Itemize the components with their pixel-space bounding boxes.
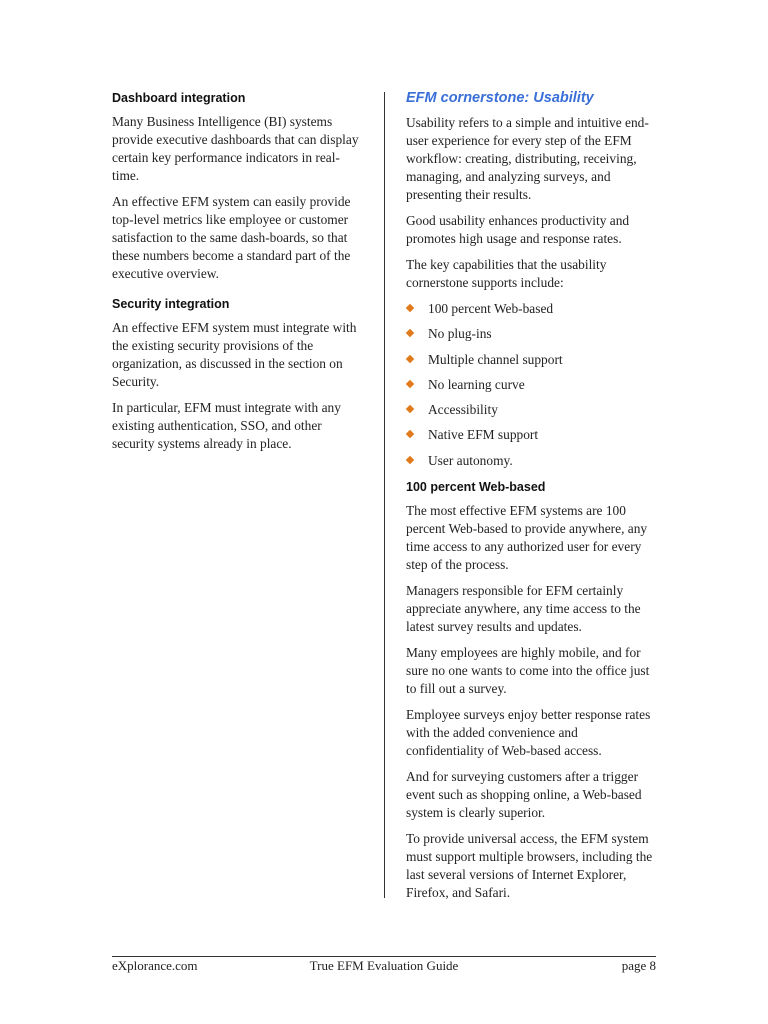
list-item: [406, 376, 656, 394]
paragraph: Many Business Intelligence (BI) systems provide executive dashboards that can display certain key performance indicators in real-time.: [112, 114, 359, 183]
paragraph: An effective EFM system must integrate with the existing security provisions of the organization, as discussed in the section on Security.: [112, 320, 357, 389]
paragraph: An effective EFM system can easily provide top-level metrics like employee or customer satisfaction to the same dash-boards, so that these numbers become a standard part of the executive overview.: [112, 194, 351, 281]
footer-site: eXplorance.com: [112, 958, 198, 973]
footer-rule: [112, 956, 656, 957]
left-column: [112, 88, 364, 461]
list-item: [406, 452, 656, 470]
paragraph: And for surveying customers after a trigger event such as shopping online, a Web-based system is clearly superior.: [406, 768, 642, 820]
paragraph: Employee surveys enjoy better response rates with the added convenience and confidentiality of Web-based access.: [406, 706, 651, 758]
section-heading-dashboard-integration: Dashboard integration: [112, 91, 246, 105]
list-item-label: Native EFM support: [428, 427, 539, 443]
paragraph: To provide universal access, the EFM system must support multiple browsers, including the last several versions of Internet Explorer, Firefox, and Safari.: [406, 830, 653, 900]
list-item-label: Multiple channel support: [428, 351, 563, 367]
list-item: [406, 300, 656, 318]
list-item-label: 100 percent Web-based: [428, 301, 554, 316]
paragraph: Good usability enhances productivity and promotes high usage and response rates.: [406, 213, 630, 246]
orange-diamond-bullet-icon: [406, 405, 414, 413]
page-footer: [112, 958, 656, 976]
paragraph: Managers responsible for EFM certainly appreciate anywhere, any time access to the latest survey results and updates.: [406, 582, 641, 634]
paragraph: The key capabilities that the usability cornerstone supports include:: [406, 257, 607, 290]
list-item-label: No plug-ins: [428, 326, 492, 342]
paragraph: Many employees are highly mobile, and for sure no one wants to come into the office just to fill out a survey.: [406, 644, 650, 696]
orange-diamond-bullet-icon: [406, 304, 414, 312]
list-item-label: User autonomy.: [428, 452, 513, 468]
list-item-label: No learning curve: [428, 376, 525, 392]
orange-diamond-bullet-icon: [406, 430, 414, 438]
list-item: [406, 401, 656, 419]
capabilities-list: [406, 300, 656, 470]
orange-diamond-bullet-icon: [406, 354, 414, 362]
orange-diamond-bullet-icon: [406, 329, 414, 337]
orange-diamond-bullet-icon: [406, 380, 414, 388]
footer-document-title: True EFM Evaluation Guide: [309, 958, 459, 973]
paragraph: The most effective EFM systems are 100 percent Web-based to provide anywhere, any time access to any authorized user for every step of the process.: [406, 502, 648, 572]
list-item: [406, 325, 656, 343]
paragraph: Usability refers to a simple and intuitive end-user experience for every step of the EFM workflow: creating, distributing, receiving, managing, and analyzing surveys, and presenting their results.: [406, 115, 649, 202]
section-heading-efm-cornerstone-usability: EFM cornerstone: Usability: [406, 90, 594, 106]
column-divider: [384, 92, 385, 898]
footer-page-number: page 8: [621, 958, 656, 973]
paragraph: In particular, EFM must integrate with any existing authentication, SSO, and other security systems already in place.: [112, 400, 341, 451]
list-item: [406, 426, 656, 444]
right-column: [406, 88, 656, 910]
orange-diamond-bullet-icon: [406, 456, 414, 464]
list-item: [406, 351, 656, 369]
section-heading-security-integration: Security integration: [112, 297, 230, 311]
list-item-label: Accessibility: [428, 402, 498, 418]
section-heading-100-percent-web-based: 100 percent Web-based: [406, 479, 546, 494]
